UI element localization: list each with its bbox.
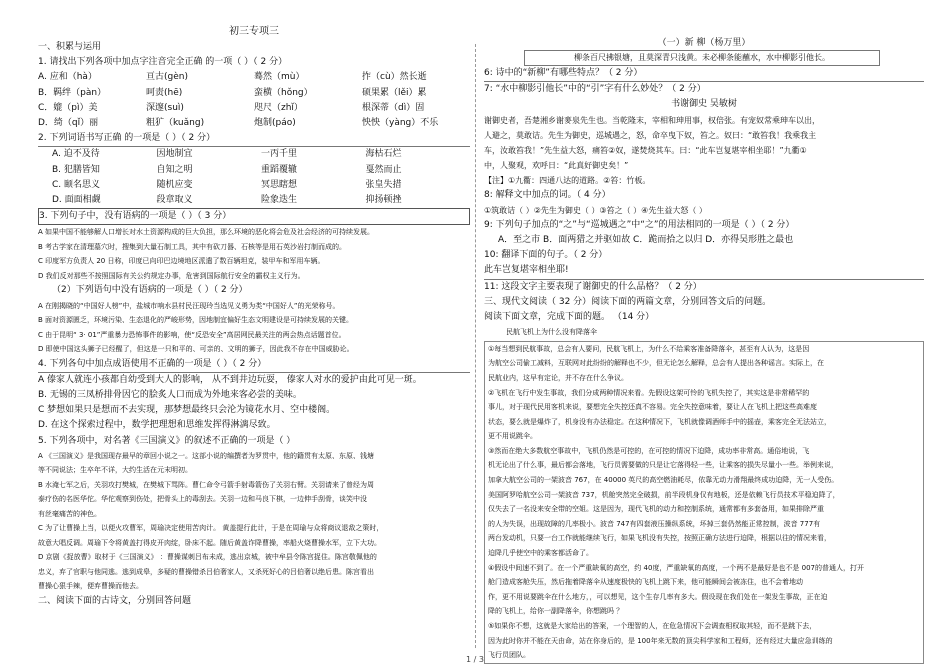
essay-line: 仅失去了一名没来安全带的空姐。这是因为，现代飞机的动力和控制系统，通常都有多套备用，如果排除严重 xyxy=(488,505,824,514)
right-line: 11: 这段文字主要表现了谢御史的什么品格？（ 2 分） xyxy=(484,281,702,292)
option-cell: 冥思瞎想 xyxy=(261,179,298,190)
essay-line: 民航业内，这早有定论，并不存在什么争议。 xyxy=(488,373,628,382)
left-line: 1. 请找出下列各项中加点字注音完全正确 的一项（ ）（ 2 分） xyxy=(38,57,288,68)
left-line: （2）下列语句中没有语病的一项是（ ）（ 2 分） xyxy=(52,285,248,296)
right-line: 9: 下列句子加点的“之”与“巡城遇之”中“之”的用法相同的一项是（ ）（ 2 分） xyxy=(484,219,795,230)
right-line: 谢御史者，吾楚湘乡谢麥泉先生也。当乾隆末，宰相和珅用事，权倍张。有宠奴常乘珅车以出， xyxy=(484,115,820,125)
left-line: A 《三国演义》是我国现存最早的章回小说之一。这部小说的编撰者为罗贯中，他的籍贯有太原、东原、钱塘 xyxy=(38,451,375,460)
essay-line: 更不用说跳伞。 xyxy=(488,432,537,441)
right-line: A．至之市 B．面两猎之并驱如故 C．跪而拾之以归 D．亦得吴形胜之最也 xyxy=(498,235,794,246)
option-cell: 根深蒂（dì）固 xyxy=(362,102,425,113)
right-line: 车，汝敢笞我！”先生益大怒，痛笞②奴，遂焚烧其车。曰：“此车岂复堪宰相坐耶！”九衢① xyxy=(484,145,807,155)
right-line: 三、现代文阅读（ 32 分）阅读下面的两篇文章，分别回答文后的问题。 xyxy=(484,296,772,307)
left-line xyxy=(38,116,470,131)
left-line: D 京剧《捉放曹》取材于《三国演义》 ：曹操谋刺吕布未成，逃出京城，被中牟县令陈宫捉住。陈宫敬佩他的 xyxy=(38,553,377,562)
left-line: C 为了让曹操上当，以便火攻曹军，周瑜决定使用苦肉计。 黄盖提行此计，于是在周瑜与众将商议退敌之策时， xyxy=(38,524,384,533)
option-cell: 蓦然（mù） xyxy=(254,72,305,83)
left-line: 5. 下列各项中，对名著《三国演义》的叙述不正确的一项是（ ） xyxy=(38,435,296,446)
essay-line: 作，更不用说要跳伞在什么地方，，可以想见，这个生存几率有多大。假设现在我们处在一架发生事故，正在迫 xyxy=(488,592,828,601)
left-line: A 如果中国不能够解人口增长对水土资源构成的巨大负担，那么环境的恶化将会危及社会经济的可持续发展。 xyxy=(38,228,375,237)
option-cell: D. 面面相觑 xyxy=(52,195,101,206)
left-line: B 考古学家在清理墓穴时，搜集到大量石制工具，其中有砍刀器、石核等是用石英沙岩打制而成的。 xyxy=(38,242,347,251)
left-line: A 在刚揭晓的“中国好人榜”中，盐城市响水县村民汪现玲当选见义勇为类“中国好人”的光荣称号。 xyxy=(38,301,340,310)
option-cell: 蛮横（hǒng） xyxy=(254,87,313,98)
option-cell: A. 应和（hà） xyxy=(38,72,97,83)
option-cell: C．媲（pì）美 xyxy=(38,102,98,113)
essay-line: 因为此时你并不能在天由命，站在你身后的，是 100年来无数的顶尖科学家和工程师，还有经过大量应急训练的 xyxy=(488,636,833,645)
left-line xyxy=(38,86,470,101)
essay-line: 两台发动机，只要一台工作就能继续飞行，如果飞机没有失控，按照正确方法进行迫降，根据以往的情况来看， xyxy=(488,534,831,543)
left-line: 2. 下列词语书写正确 的一项是（ ）（ 2 分） xyxy=(38,131,470,147)
left-line xyxy=(38,193,470,208)
option-cell: D．绮（qǐ）丽 xyxy=(38,118,99,129)
essay-line: 加拿大航空公司的一架波音 767，在 40000 英尺的高空燃油耗尽，依靠无动力滑翔最终成功迫降，无一人受伤。 xyxy=(488,476,839,485)
essay-line: 机无论出了什么事，最后都会落地，飞行员需要做的只是让它落得轻一些，让乘客的损失尽量小一些。举例来说， xyxy=(488,461,838,470)
left-line: B. 无锡的三凤桥排骨因它的脍炙人口而成为外地来客必尝的美味。 xyxy=(38,390,302,401)
essay-line: 为航空公司偷工减料，互联网对此纷纷的解释也不少，但无论怎么解释，总会有人提出各种谣言。实际上，在 xyxy=(488,359,824,368)
option-cell: A. 迫不及待 xyxy=(52,149,100,160)
essay-line: ⑤如果你不想，这就是大家给出的答案，一个理智的人，在危急情况下会调查相权取其轻，而不是跳下去， xyxy=(488,622,817,631)
essay-line: 迫降几乎使空中的乘客都活命了。 xyxy=(488,549,593,558)
left-line xyxy=(38,147,470,162)
left-question-list xyxy=(38,40,470,609)
essay-line: 舱门造成客舱失压，然后拖着降落伞从速度极快的飞机上跳下来，他可能瞬间会被冻住，也不会着地动 xyxy=(488,578,803,587)
essay-line: ①每当想到民航事故，总会有人要问，民航飞机上，为什么不给乘客准备降落伞，甚至有人认为，这是因 xyxy=(488,344,810,353)
option-cell: 炮制(páo) xyxy=(254,118,296,129)
right-line: 6: 诗中的“新柳”有哪些特点？（ 2 分） xyxy=(484,66,924,82)
option-cell: 因地制宜 xyxy=(156,149,193,160)
option-cell: 抑扬顿挫 xyxy=(365,195,402,206)
essay-line: ④假设中间速不到了。在一个严重缺氧的高空，约 40度，严重缺氧的高度，一个两不是最好是也不是 007的普通人，打开 xyxy=(488,563,864,572)
essay-line: 飞行员团队。 xyxy=(488,651,530,660)
right-line: 【注】①九衢：四通八达的道路。②笞：竹板。 xyxy=(484,175,651,185)
option-cell: 硕果累（lěi）累 xyxy=(362,87,427,98)
option-cell: 咫尺（zhǐ） xyxy=(254,102,303,113)
right-line: 8: 解释文中加点的词。（ 4 分） xyxy=(484,189,611,200)
left-line xyxy=(38,70,470,85)
option-cell: 随机应变 xyxy=(156,179,193,190)
essay-line: 事儿，对于现代民用客机来说，要想完全失控还真不容易。完全失控意味着，要让人在飞机上把这些高难度 xyxy=(488,403,817,412)
essay-line: ③然而在绝大多数航空事故中，飞机仍然是可控的，在可控的情况下迫降，成功率非常高。通俗地说，飞 xyxy=(488,446,810,455)
right-line: 10: 翻译下面的句子。（ 2 分） xyxy=(484,250,608,261)
left-line: 曹操心狠手辣，便弃曹操而他去。 xyxy=(38,582,143,591)
left-line: A 傣家人就连小孩都自幼受到大人的影响， 从不到井边玩耍， 傣家人对水的爱护由此可见一斑。 xyxy=(38,374,422,385)
left-line: 二、阅读下面的古诗文，分别回答问题 xyxy=(38,595,192,606)
left-line: B 面对资源匮乏，环境污染、生态退化的严峻形势，因地制宜偏好生态文明建设是可持续发展的关键。 xyxy=(38,316,354,325)
left-line: 等不同说法；生卒年不详，大约生活在元末明初。 xyxy=(38,466,192,475)
option-cell: 粗犷（kuǎng) xyxy=(146,118,205,129)
essay-passage xyxy=(484,341,924,664)
option-cell: 深邃(suì) xyxy=(146,102,184,113)
essay-line: 的人为失误，出现故障的几率极小。波音 747有四套液压操纵系统，坏掉三套仍然能正常控制，波音 777有 xyxy=(488,519,821,528)
page-title: 初三专项三 xyxy=(229,26,279,37)
left-line: D 我们反对那些不按照国际有关公约规定办事，危害到国际航行安全的霸权主义行为。 xyxy=(38,271,305,280)
left-line xyxy=(38,178,470,193)
left-line: 忠义，弃了官职与他同逃。逃到成皋，多疑的曹操错杀吕伯奢家人，又杀死好心的吕伯奢以绝后患。陈宫看出 xyxy=(38,567,374,576)
option-cell: 怏怏（yàng）不乐 xyxy=(362,118,439,129)
left-line: 有丝毫痛苦的神色。 xyxy=(38,509,101,518)
right-line: 7: “水中柳影引他长”中的“引”字有什么妙处？（ 2 分） xyxy=(484,84,706,95)
right-line: 中，人聚观，欢呼日：“此真好御史矣！” xyxy=(484,160,629,170)
option-cell: B. 犯膳皆知 xyxy=(52,164,100,175)
left-line xyxy=(38,101,470,116)
option-cell: C. 颐名思义 xyxy=(52,179,101,190)
option-cell: 险象迭生 xyxy=(261,195,298,206)
right-line: 阅读下面文章，完成下面的题。 （14 分） xyxy=(484,312,655,323)
right-question-list xyxy=(484,66,924,340)
left-line: B 水淹七军之后，关羽攻打樊城，在樊城下骂阵。曹仁命令弓箭手射毒箭伤了关羽右臂。关羽请来了曾经为周 xyxy=(38,480,375,489)
right-line: 民航飞机上为什么没有降落伞 xyxy=(506,328,597,337)
right-line: 书谢御史 吴敏树 xyxy=(671,99,737,110)
left-line: D. 在这个探索过程中，数学把理想和思维发挥得淋漓尽致。 xyxy=(38,420,276,431)
left-line: 一、积累与运用 xyxy=(38,42,102,52)
left-line: C 印度军方负责人 20 日称，印度已向印巴边境地区派遣了数百辆坦克，装甲车和军用车辆。 xyxy=(38,257,325,266)
left-line: D 即使中国这头狮子已经醒了，但这是一只和平的、可亲的、文明的狮子，因此我不存在中国威胁论。 xyxy=(38,345,354,354)
column-divider xyxy=(475,44,476,648)
left-line: 4. 下列各句中加点成语使用不正确的一项是（ ）（ 2 分） xyxy=(38,357,470,373)
left-line: 故意大唱反调。周瑜下令将黄盖打得皮开肉绽，卧床不起。随后黄盖诈降曹操，率船火烧曹操水军，立下大功。 xyxy=(38,538,381,547)
poem-title: （一）新 柳（杨万里） xyxy=(657,38,751,48)
left-line: C 由于昆明“ 3· 01”严重暴力恐怖事件的影响，使“反恐安全”高居网民最关注的两会热点话题首位。 xyxy=(38,330,346,339)
essay-line: 美国阿罗哈航空公司一架波音 737，机舱突然完全破损，前半段机身仅有地板，还是依赖飞行员技术平稳迫降了， xyxy=(488,490,840,499)
option-cell: 戛然而止 xyxy=(365,164,402,175)
option-cell: 重蹈覆辙 xyxy=(261,164,298,175)
option-cell: 张皇失措 xyxy=(365,179,402,190)
right-column xyxy=(484,0,924,660)
left-line xyxy=(38,163,470,178)
right-line: 此车岂复堪宰相坐耶! xyxy=(484,263,924,279)
essay-line: ②飞机在飞行中发生事故，我们分成两种情况来看。先假设这架可怜的飞机失控了，其实这是非常稀罕的 xyxy=(488,388,810,397)
left-line: C 梦想如果只是想而不去实现，那梦想最终只会沦为镜花水月、空中楼阁。 xyxy=(38,405,336,416)
option-cell: 拃（cù）然长逝 xyxy=(362,72,427,83)
left-line: 泰疗伤的名医华佗。华佗观察到伤处，把骨头上的毒刮去。关羽一边和马良下棋，一边伸手刮骨，谈笑中没 xyxy=(38,495,367,504)
option-cell: 海枯石烂 xyxy=(365,149,402,160)
page-number: 1 / 3 xyxy=(466,655,484,664)
poem-text: 柳条百尺拂银塘，且莫深青只浅黄。未必柳条能蘸水，水中柳影引他长。 xyxy=(524,50,880,66)
essay-line: 降的飞机上，给你一副降落伞，你想跳吗 ？ xyxy=(488,607,624,616)
essay-line: 状态，要么就是爆炸了，机身没有办法稳定。在这种情况下，飞机就像调酒师手中的摇壶，乘客完全无法站立， xyxy=(488,417,831,426)
option-cell: 段章取义 xyxy=(156,195,193,206)
option-cell: B．羁绊（pàn） xyxy=(38,87,107,98)
option-cell: 亘古(gèn) xyxy=(146,72,188,83)
left-line: 3. 下列句子中，没有语病的一项是（ ）（ 3 分） xyxy=(38,208,470,225)
right-line: 人避之，莫敢诘。先生为御史，巡城遇之，怒，命卒曳下奴，笞之。奴曰：“敢笞我！我乘我主 xyxy=(484,130,817,140)
option-cell: 一丙千里 xyxy=(261,149,298,160)
option-cell: 呵责(hē) xyxy=(146,87,183,98)
option-cell: 自知之明 xyxy=(156,164,193,175)
right-line: ①筑敢诘（ ）②先生为御史（ ）③笞之（ ）④先生益大怒（ ） xyxy=(484,205,707,215)
left-column xyxy=(38,0,470,650)
